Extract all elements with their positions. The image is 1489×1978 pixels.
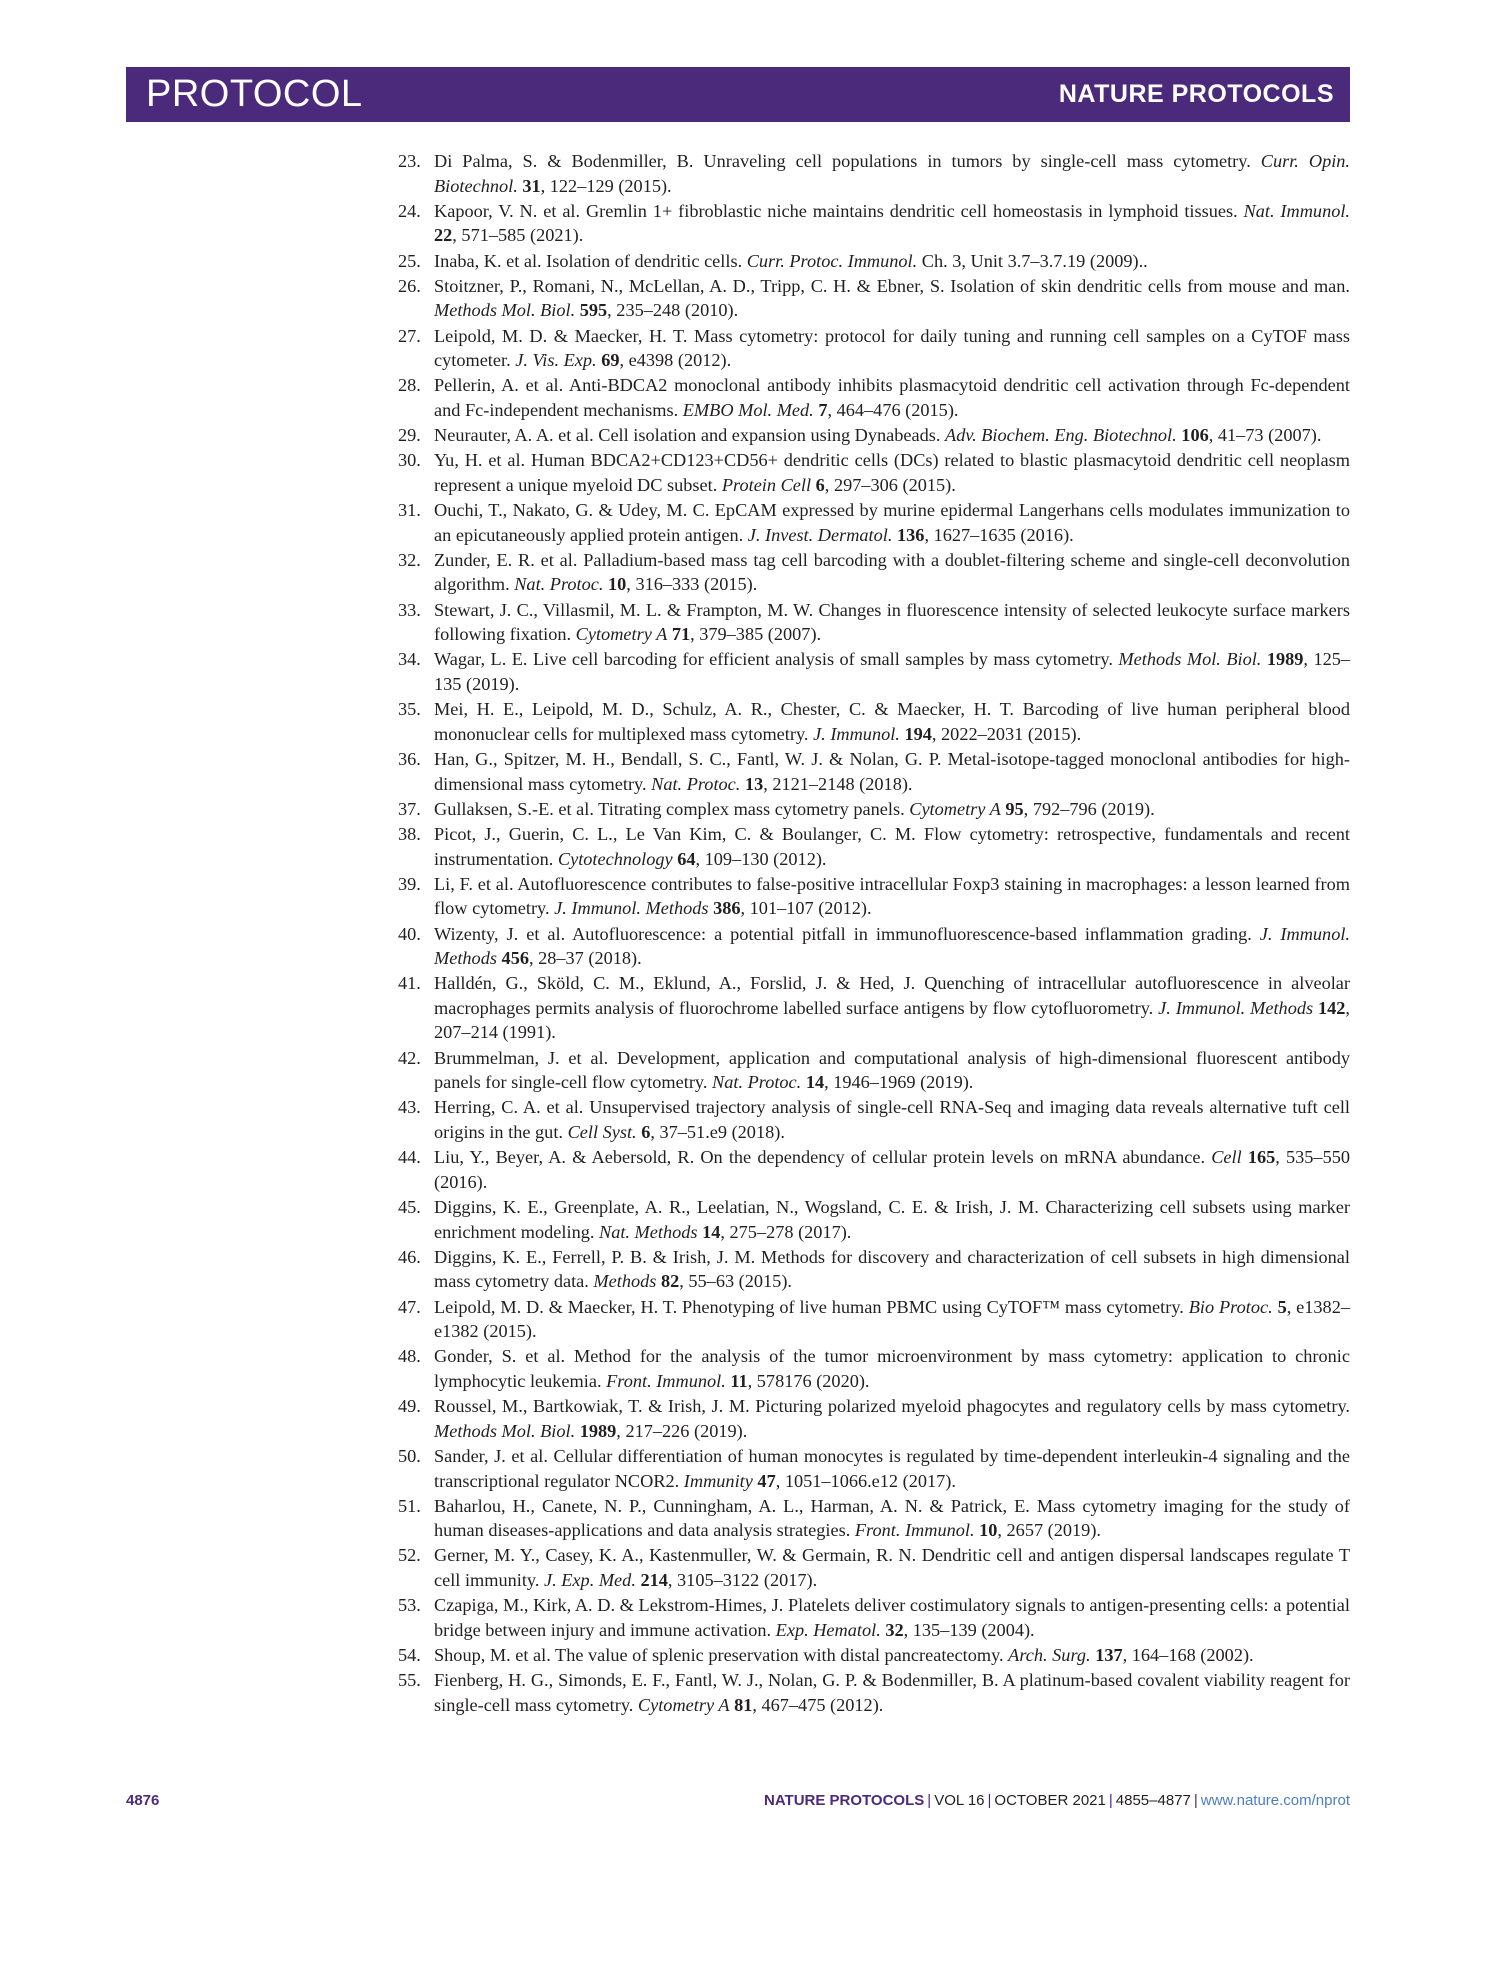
reference-item [398,747,1350,796]
reference-text: , 217–226 (2019). [616,1420,748,1441]
reference-volume: 95 [1005,798,1024,819]
reference-text: Pellerin, A. et al. Anti-BDCA2 monoclonal antibody inhibits plasmacytoid dendritic cell activation through Fc-dependent and Fc-independent mechanisms. [434,375,1350,420]
reference-journal: Arch. Surg. [1008,1645,1091,1666]
reference-number: 49. [398,1396,421,1417]
footer-journal: NATURE PROTOCOLS [763,1792,925,1809]
reference-item [398,1046,1350,1095]
reference-journal: Nat. Protoc. [514,574,604,595]
reference-text: , 297–306 (2015). [824,474,956,495]
reference-text: , 235–248 (2010). [607,300,739,321]
reference-text: , 2657 (2019). [997,1520,1101,1541]
reference-journal: Cell Syst. [567,1122,637,1143]
reference-journal: Cytometry A [909,798,1001,819]
section-label: PROTOCOL [146,73,363,115]
reference-volume: 595 [579,300,608,321]
reference-number: 29. [398,425,421,446]
reference-text: , 55–63 (2015). [679,1271,792,1292]
reference-number: 23. [398,151,421,171]
reference-volume: 137 [1095,1645,1123,1666]
reference-text: Czapiga, M., Kirk, A. D. & Lekstrom-Himes, J. Platelets deliver costimulatory signals to antigen-presenting cells: a potential bridge between injury and immune activation. [434,1595,1350,1640]
footer-citation [764,1792,1350,1809]
reference-journal: J. Immunol. Methods [434,923,1350,969]
reference-item [398,1195,1350,1244]
reference-text: Inaba, K. et al. Isolation of dendritic cells. [434,250,747,271]
reference-number: 50. [398,1445,421,1466]
journal-name: NATURE PROTOCOLS [1058,80,1334,108]
reference-number: 25. [398,250,421,271]
reference-text: Leipold, M. D. & Maecker, H. T. Phenotyping of live human PBMC using CyTOF™ mass cytometry. [434,1296,1189,1317]
reference-text: Wizenty, J. et al. Autofluorescence: a potential pitfall in immunofluorescence-based inflammation grading. [434,923,1260,944]
reference-text: Leipold, M. D. & Maecker, H. T. Mass cytometry: protocol for daily tuning and running cell samples on a CyTOF mass cytometer. [434,325,1350,371]
footer-month: OCTOBER 2021 [994,1792,1106,1809]
reference-item [398,922,1350,971]
reference-volume: 31 [522,175,541,196]
reference-text: , 1051–1066.e12 (2017). [775,1470,956,1491]
reference-text: Stoitzner, P., Romani, N., McLellan, A. D., Tripp, C. H. & Ebner, S. Isolation of skin dendritic cells from mouse and man. [434,275,1350,296]
reference-item [398,1444,1350,1493]
footer-pages: 4855–4877 [1115,1792,1191,1809]
footer-url-link[interactable]: www.nature.com/nprot [1200,1792,1350,1809]
reference-number: 33. [398,599,421,620]
reference-item [398,448,1350,497]
reference-journal: J. Exp. Med. [544,1570,636,1591]
reference-text: Mei, H. E., Leipold, M. D., Schulz, A. R., Chester, C. & Maecker, H. T. Barcoding of live human peripheral blood mononuclear cells for multiplexed mass cytometry. [434,699,1350,744]
reference-text: Stewart, J. C., Villasmil, M. L. & Frampton, M. W. Changes in fluorescence intensity of selected leukocyte surface markers following fixation. [434,599,1350,645]
reference-number: 45. [398,1197,421,1217]
reference-text: , 2121–2148 (2018). [763,773,913,794]
reference-text: Ch. 3, Unit 3.7–3.7.19 (2009).. [917,250,1148,271]
reference-text: , 109–130 (2012). [695,848,827,869]
reference-item [398,199,1350,248]
reference-item [398,1344,1350,1393]
reference-journal: J. Invest. Dermatol. [747,524,893,545]
reference-number: 34. [398,649,421,670]
reference-text: Brummelman, J. et al. Development, application and computational analysis of high-dimensional fluorescent antibody panels for single-cell flow cytometry. [434,1047,1350,1093]
reference-item [398,647,1350,696]
reference-item [398,822,1350,871]
reference-number: 51. [398,1495,421,1516]
reference-item [398,1643,1350,1668]
reference-journal: Curr. Opin. Biotechnol. [434,151,1350,196]
reference-journal: Methods Mol. Biol. [434,300,576,321]
reference-text: Gonder, S. et al. Method for the analysis of the tumor microenvironment by mass cytometry: application to chronic lymphocytic leukemia. [434,1346,1350,1391]
reference-item [398,971,1350,1045]
reference-volume: 7 [818,399,828,420]
reference-volume: 14 [702,1221,721,1242]
reference-volume: 13 [744,773,764,794]
reference-item [398,797,1350,822]
reference-number: 35. [398,699,421,720]
reference-text: Kapoor, V. N. et al. Gremlin 1+ fibroblastic niche maintains dendritic cell homeostasis in lymphoid tissues. [434,200,1244,221]
reference-text: , 316–333 (2015). [626,574,758,595]
reference-text: Halldén, G., Sköld, C. M., Eklund, A., Forslid, J. & Hed, J. Quenching of intracellular autofluorescence in alveolar macrophages permits analysis of fluorochrome labelled surface antigens by flow cytofluorometry. [434,973,1350,1018]
reference-number: 31. [398,500,421,521]
reference-journal: Nat. Methods [599,1221,698,1242]
reference-item [398,1295,1350,1344]
reference-text: , 379–385 (2007). [690,624,822,645]
reference-text: , 37–51.e9 (2018). [650,1122,785,1143]
reference-number: 39. [398,873,421,894]
reference-text: , 41–73 (2007). [1208,425,1322,446]
reference-item [398,1394,1350,1443]
reference-text: Gerner, M. Y., Casey, K. A., Kastenmuller, W. & Germain, R. N. Dendritic cell and antigen dispersal landscapes regulate T cell immunity. [434,1545,1350,1591]
reference-volume: 10 [608,574,627,595]
reference-volume: 64 [677,848,696,869]
reference-journal: Front. Immunol. [606,1370,726,1391]
reference-volume: 456 [501,948,529,969]
reference-item [398,274,1350,323]
reference-text: , 464–476 (2015). [827,399,959,420]
reference-text: , 164–168 (2002). [1122,1645,1254,1666]
reference-volume: 5 [1277,1296,1287,1317]
reference-volume: 81 [734,1694,753,1715]
reference-journal: J. Immunol. Methods [554,898,709,919]
reference-journal: Nat. Immunol. [1243,200,1350,221]
reference-volume: 71 [671,624,691,645]
reference-text: Di Palma, S. & Bodenmiller, B. Unraveling cell populations in tumors by single-cell mass cytometry. [434,151,1261,171]
reference-item [398,872,1350,921]
reference-list [398,149,1350,1718]
reference-number: 52. [398,1545,421,1566]
reference-journal: Nat. Protoc. [712,1072,802,1093]
reference-item [398,373,1350,422]
reference-text: Diggins, K. E., Ferrell, P. B. & Irish, J. M. Methods for discovery and characterization of cell subsets in high dimensional mass cytometry data. [434,1246,1350,1292]
reference-text: Roussel, M., Bartkowiak, T. & Irish, J. M. Picturing polarized myeloid phagocytes and regulatory cells by mass cytometry. [434,1396,1350,1417]
reference-number: 54. [398,1645,421,1666]
reference-item [398,1494,1350,1543]
reference-item [398,1543,1350,1592]
reference-item [398,1245,1350,1294]
reference-volume: 6 [815,474,825,495]
reference-volume: 6 [641,1122,651,1143]
reference-text: Baharlou, H., Canete, N. P., Cunningham, A. L., Harman, A. N. & Patrick, E. Mass cytometry imaging for the study of human diseases-applications and data analysis strategies. [434,1495,1350,1541]
reference-number: 37. [398,798,421,819]
reference-journal: EMBO Mol. Med. [682,399,814,420]
reference-text: , 2022–2031 (2015). [931,723,1082,744]
reference-number: 55. [398,1670,421,1691]
reference-number: 42. [398,1047,421,1068]
reference-journal: Cytometry A [637,1694,730,1715]
reference-number: 46. [398,1246,421,1267]
reference-journal: Methods Mol. Biol. [1118,649,1262,670]
reference-journal: J. Immunol. [813,723,900,744]
reference-volume: 32 [885,1619,904,1640]
reference-text: , 3105–3122 (2017). [667,1570,818,1591]
page-number: 4876 [126,1792,160,1809]
reference-journal: Immunity [683,1470,753,1491]
reference-number: 41. [398,973,421,994]
reference-text: , 122–129 (2015). [540,175,672,196]
reference-number: 28. [398,375,421,396]
reference-item [398,498,1350,547]
reference-journal: Cytotechnology [557,848,673,869]
reference-text: Diggins, K. E., Greenplate, A. R., Leelatian, N., Wogsland, C. E. & Irish, J. M. Characterizing cell subsets using marker enrichment modeling. [434,1197,1350,1242]
reference-number: 36. [398,748,421,769]
reference-text: Gullaksen, S.-E. et al. Titrating complex mass cytometry panels. [434,798,910,819]
reference-number: 32. [398,549,421,570]
reference-number: 53. [398,1595,421,1616]
reference-item [398,697,1350,746]
footer-separator: | [1193,1792,1198,1809]
reference-journal: Exp. Hematol. [775,1619,881,1640]
reference-number: 30. [398,450,421,471]
reference-volume: 10 [979,1520,998,1541]
reference-volume: 142 [1318,997,1346,1018]
reference-text: , 101–107 (2012). [740,898,872,919]
reference-text: Herring, C. A. et al. Unsupervised trajectory analysis of single-cell RNA-Seq and imaging data reveals alternative tuft cell origins in the gut. [434,1097,1350,1143]
reference-item [398,249,1350,274]
reference-text: Neurauter, A. A. et al. Cell isolation and expansion using Dynabeads. [434,425,946,446]
reference-item [398,598,1350,647]
reference-number: 40. [398,923,421,944]
reference-text: Shoup, M. et al. The value of splenic preservation with distal pancreatectomy. [434,1645,1009,1666]
reference-journal: Methods [593,1271,657,1292]
reference-volume: 386 [713,898,741,919]
reference-text: , 571–585 (2021). [452,225,584,246]
reference-item [398,1145,1350,1194]
reference-text: Wagar, L. E. Live cell barcoding for efficient analysis of small samples by mass cytometry. [434,649,1119,670]
reference-volume: 194 [904,723,932,744]
reference-journal: Protein Cell [721,474,812,495]
footer-separator: | [987,1792,992,1809]
reference-text: , 467–475 (2012). [752,1694,884,1715]
reference-text: , 135–139 (2004). [903,1619,1035,1640]
reference-volume: 22 [434,225,453,246]
reference-item [398,1668,1350,1717]
reference-text: Liu, Y., Beyer, A. & Aebersold, R. On the dependency of cellular protein levels on mRNA abundance. [434,1147,1212,1168]
reference-number: 26. [398,275,421,296]
footer-volume: VOL 16 [934,1792,985,1809]
reference-volume: 69 [601,350,620,371]
reference-text: Li, F. et al. Autofluorescence contributes to false-positive intracellular Foxp3 staining in macrophages: a lesson learned from flow cytometry. [434,873,1350,919]
reference-text: Fienberg, H. G., Simonds, E. F., Fantl, W. J., Nolan, G. P. & Bodenmiller, B. A platinum-based covalent viability reagent for single-cell mass cytometry. [434,1670,1350,1715]
reference-volume: 1989 [1266,649,1304,670]
reference-volume: 82 [660,1271,680,1292]
reference-number: 43. [398,1097,421,1118]
reference-text: , 275–278 (2017). [720,1221,852,1242]
reference-item [398,324,1350,373]
footer-separator: | [927,1792,932,1809]
reference-journal: Adv. Biochem. Eng. Biotechnol. [945,425,1177,446]
reference-text: Sander, J. et al. Cellular differentiation of human monocytes is regulated by time-dependent interleukin-4 signaling and the transcriptional regulator NCOR2. [434,1445,1350,1491]
reference-volume: 165 [1247,1147,1276,1168]
reference-item [398,548,1350,597]
reference-text: , 1946–1969 (2019). [824,1072,974,1093]
reference-volume: 1989 [579,1420,617,1441]
reference-journal: Front. Immunol. [854,1520,975,1541]
reference-number: 48. [398,1346,421,1367]
reference-text: , 125–135 (2019). [434,649,1351,694]
reference-text: Han, G., Spitzer, M. H., Bendall, S. C., Fantl, W. J. & Nolan, G. P. Metal-isotope-tagged monoclonal antibodies for high-dimensional mass cytometry. [434,748,1350,794]
reference-text: , 28–37 (2018). [528,948,642,969]
reference-text: Zunder, E. R. et al. Palladium-based mass tag cell barcoding with a doublet-filtering scheme and single-cell deconvolution algorithm. [434,549,1350,595]
page-footer [126,1792,1350,1816]
reference-number: 47. [398,1296,421,1317]
reference-journal: J. Vis. Exp. [515,350,597,371]
reference-text: , 535–550 (2016). [434,1147,1350,1192]
reference-text: Picot, J., Guerin, C. L., Le Van Kim, C. & Boulanger, C. M. Flow cytometry: retrospective, fundamentals and recent instrumentation. [434,823,1350,869]
reference-text: , 792–796 (2019). [1023,798,1155,819]
reference-text: , 578176 (2020). [747,1370,870,1391]
reference-journal: Cell [1211,1147,1242,1168]
reference-number: 44. [398,1147,421,1168]
reference-item [398,1095,1350,1144]
reference-volume: 11 [730,1370,748,1391]
reference-journal: Cytometry A [575,624,668,645]
reference-item [398,149,1350,198]
reference-text: Ouchi, T., Nakato, G. & Udey, M. C. EpCAM expressed by murine epidermal Langerhans cells modulates immunization to an epicutaneously applied protein antigen. [434,500,1350,545]
reference-item [398,423,1350,448]
reference-text: , e4398 (2012). [619,350,732,371]
reference-volume: 47 [757,1470,776,1491]
reference-volume: 136 [897,524,925,545]
reference-volume: 14 [805,1072,825,1093]
reference-text: , 207–214 (1991). [434,997,1350,1043]
reference-item [398,1593,1350,1642]
footer-separator: | [1108,1792,1113,1809]
reference-journal: J. Immunol. Methods [1158,997,1314,1018]
reference-text: , e1382–e1382 (2015). [434,1296,1350,1342]
reference-number: 24. [398,200,421,221]
reference-volume: 106 [1181,425,1209,446]
reference-volume: 214 [640,1570,668,1591]
reference-journal: Nat. Protoc. [651,773,741,794]
reference-number: 27. [398,325,421,346]
reference-text: , 1627–1635 (2016). [924,524,1074,545]
reference-journal: Curr. Protoc. Immunol. [746,250,918,271]
reference-journal: Methods Mol. Biol. [434,1420,576,1441]
reference-journal: Bio Protoc. [1188,1296,1273,1317]
reference-number: 38. [398,823,421,844]
header-banner [126,67,1350,122]
reference-text: Yu, H. et al. Human BDCA2+CD123+CD56+ dendritic cells (DCs) related to blastic plasmacytoid dendritic cell neoplasm represent a unique myeloid DC subset. [434,450,1350,495]
